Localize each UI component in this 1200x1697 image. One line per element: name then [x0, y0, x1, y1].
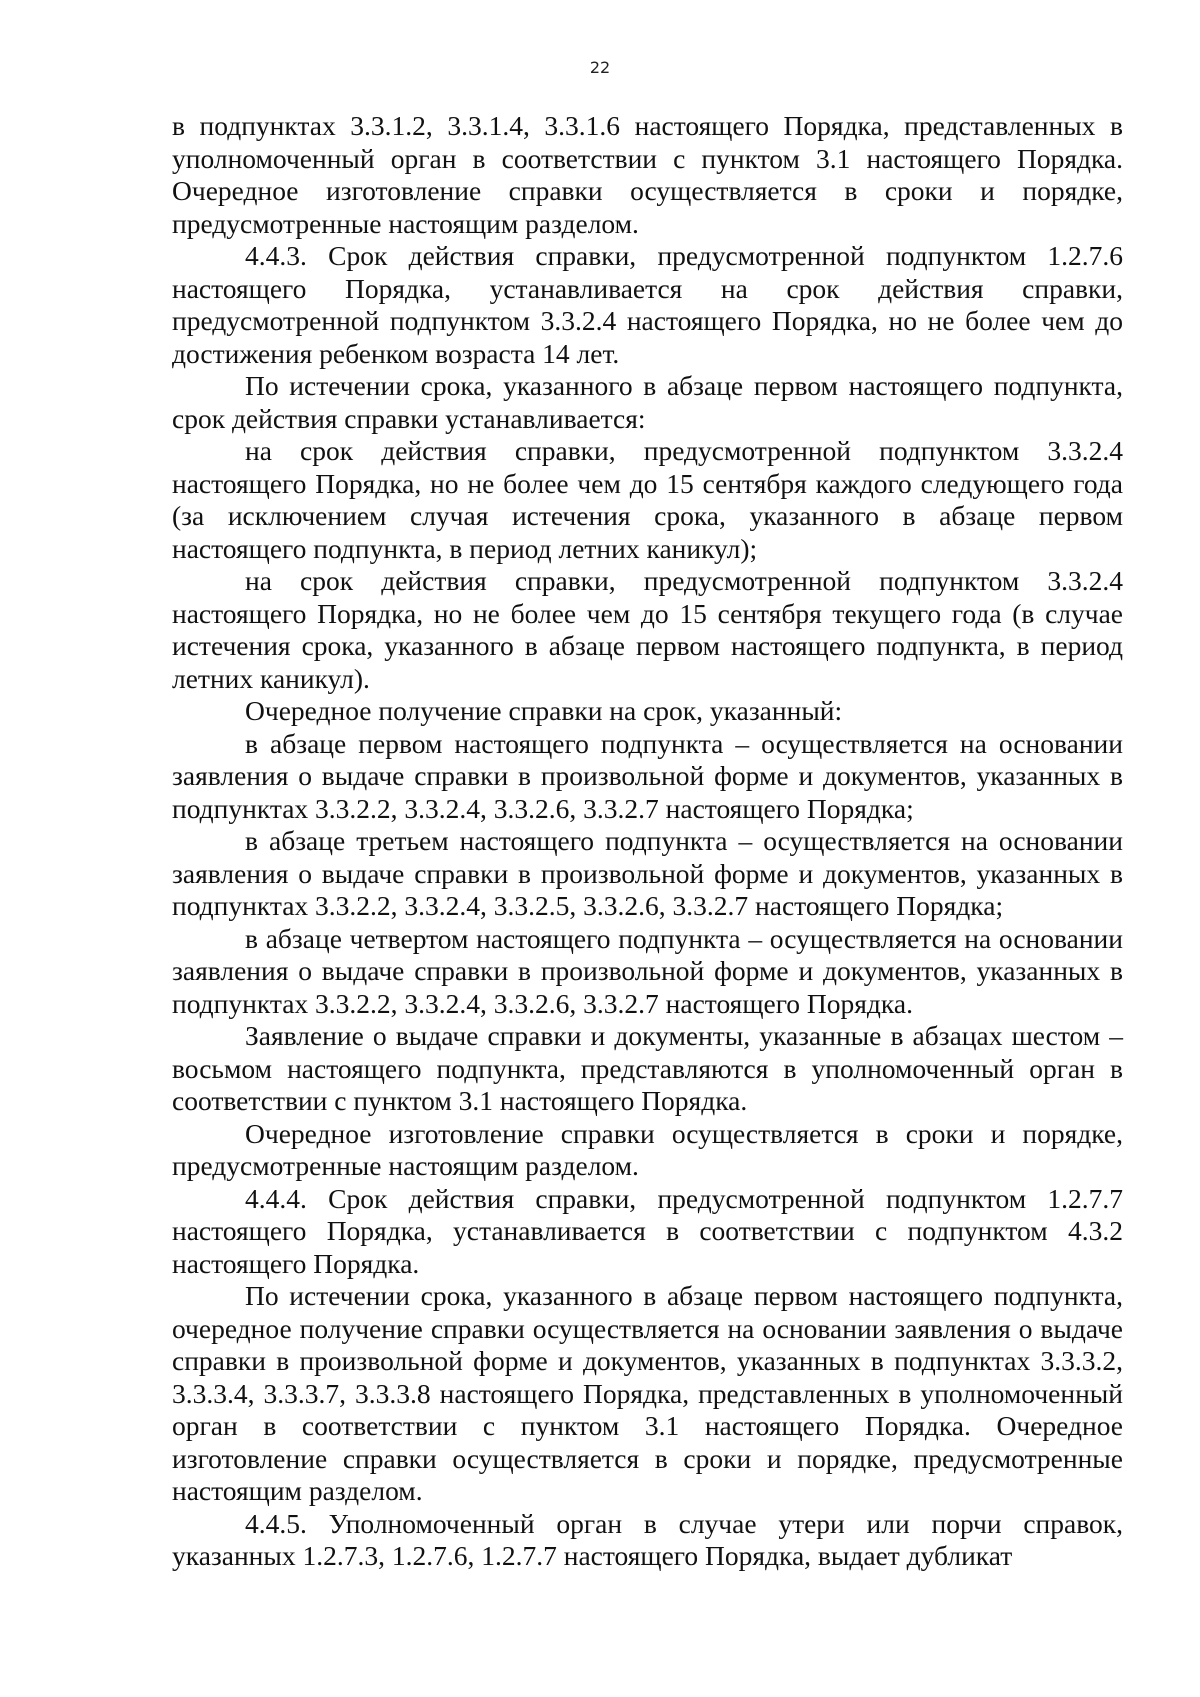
paragraph: 4.4.4. Срок действия справки, предусмотренной подпунктом 1.2.7.7 настоящего Порядка, устанавливается в соответствии с подпунктом 4.3.2 настоящего Порядка.: [172, 1182, 1123, 1279]
paragraph: Заявление о выдаче справки и документы, указанные в абзацах шестом – восьмом настоящего подпункта, представляются в уполномоченный орган в соответствии с пунктом 3.1 настоящего Порядка.: [172, 1020, 1123, 1116]
paragraph: на срок действия справки, предусмотренной подпунктом 3.3.2.4 настоящего Порядка, но не более чем до 15 сентября каждого следующего года (за исключением случая истечения срока, указанного в абзаце первом настоящего подпункта, в период летних каникул);: [172, 435, 1123, 564]
page-number: 22: [589, 58, 611, 77]
paragraph: 4.4.5. Уполномоченный орган в случае утери или порчи справок, указанных 1.2.7.3, 1.2.7.6, 1.2.7.7 настоящего Порядка, выдает дубликат: [172, 1507, 1123, 1571]
paragraph: в абзаце четвертом настоящего подпункта – осуществляется на основании заявления о выдаче справки в произвольной форме и документов, указанных в подпунктах 3.3.2.2, 3.3.2.4, 3.3.2.6, 3.3.2.7 настоящего Порядка.: [172, 922, 1123, 1019]
paragraph: Очередное получение справки на срок, указанный:: [245, 695, 843, 726]
paragraph: на срок действия справки, предусмотренной подпунктом 3.3.2.4 настоящего Порядка, но не более чем до 15 сентября текущего года (в случае истечения срока, указанного в абзаце первом настоящего подпункта, в период летних каникул).: [172, 565, 1123, 694]
paragraph: По истечении срока, указанного в абзаце первом настоящего подпункта, срок действия справки устанавливается:: [172, 370, 1123, 434]
paragraph: в абзаце первом настоящего подпункта – осуществляется на основании заявления о выдаче справки в произвольной форме и документов, указанных в подпунктах 3.3.2.2, 3.3.2.4, 3.3.2.6, 3.3.2.7 настоящего Порядка;: [172, 727, 1123, 824]
paragraph: По истечении срока, указанного в абзаце первом настоящего подпункта, очередное получение справки осуществляется на основании заявления о выдаче справки в произвольной форме и документов, указанных в подпунктах 3.3.3.2, 3.3.3.4, 3.3.3.7, 3.3.3.8 настоящего Порядка, представленных в уполномоченный орган в соответствии с пунктом 3.1 настоящего Порядка. Очередное изготовление справки осуществляется в сроки и порядке, предусмотренные настоящим разделом.: [172, 1280, 1123, 1506]
paragraph: в абзаце третьем настоящего подпункта – осуществляется на основании заявления о выдаче справки в произвольной форме и документов, указанных в подпунктах 3.3.2.2, 3.3.2.4, 3.3.2.5, 3.3.2.6, 3.3.2.7 настоящего Порядка;: [172, 825, 1123, 921]
paragraph: 4.4.3. Срок действия справки, предусмотренной подпунктом 1.2.7.6 настоящего Порядка, устанавливается на срок действия справки, предусмотренной подпунктом 3.3.2.4 настоящего Порядка, но не более чем до достижения ребенком возраста 14 лет.: [172, 240, 1123, 369]
document-body: [172, 110, 1123, 1573]
paragraph: в подпунктах 3.3.1.2, 3.3.1.4, 3.3.1.6 настоящего Порядка, представленных в уполномоченный орган в соответствии с пунктом 3.1 настоящего Порядка. Очередное изготовление справки осуществляется в сроки и порядке, предусмотренные настоящим разделом.: [172, 110, 1123, 239]
paragraph: Очередное изготовление справки осуществляется в сроки и порядке, предусмотренные настоящим разделом.: [172, 1117, 1123, 1181]
